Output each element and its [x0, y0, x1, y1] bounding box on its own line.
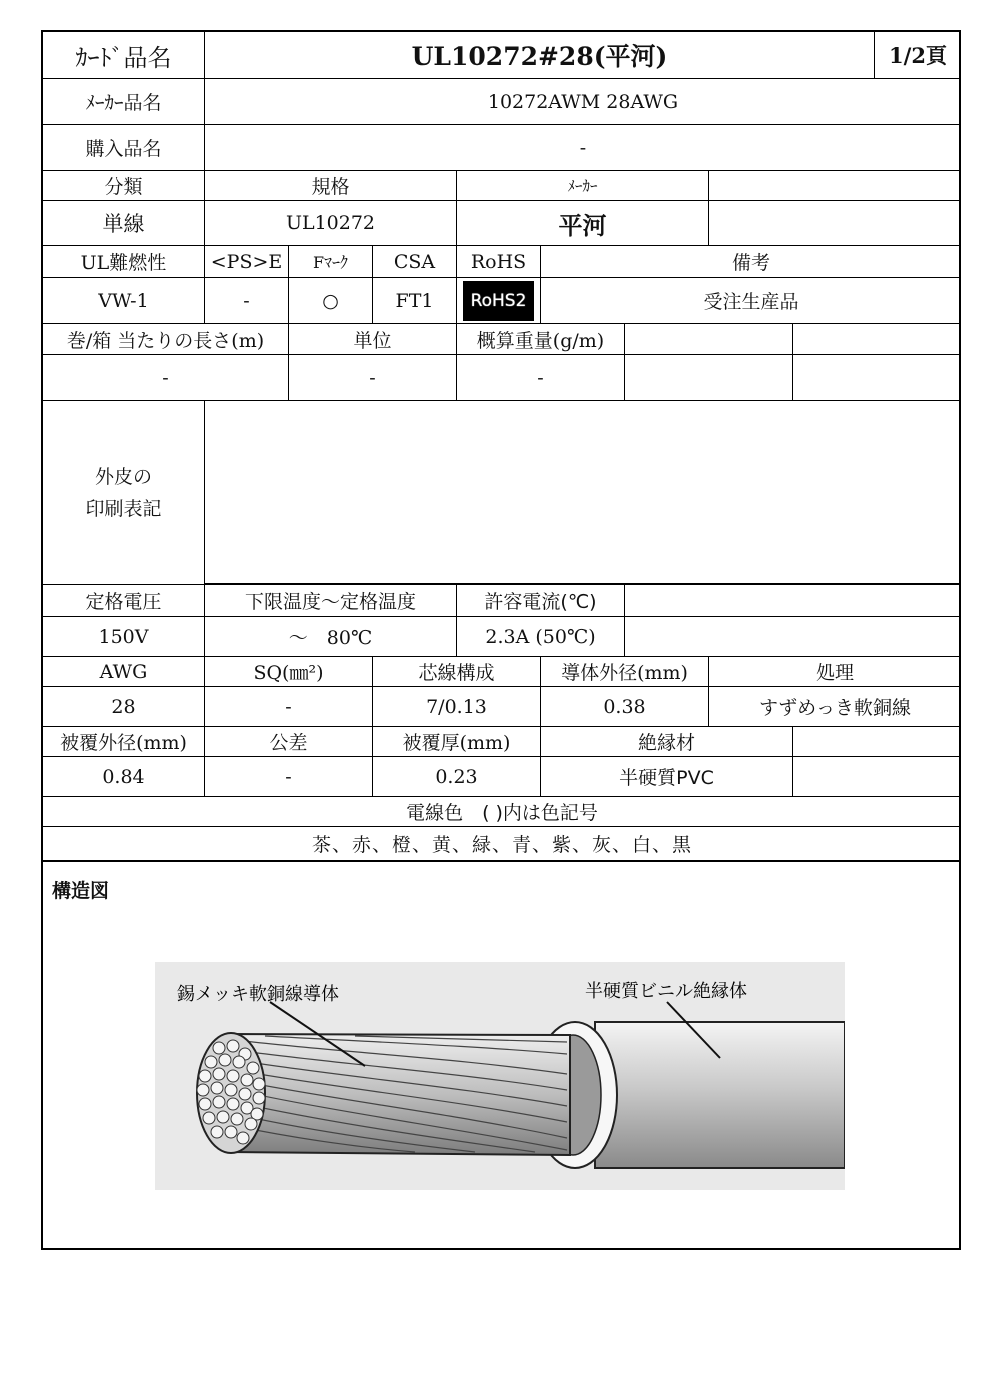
maker-name-value-text: 10272AWM 28AWG: [487, 90, 679, 113]
structure-diagram-title: 構造図: [52, 880, 110, 902]
bunrui-value: [43, 201, 205, 246]
material-label-text: 絶縁材: [637, 732, 695, 754]
unit-value: [289, 355, 457, 401]
current-label-text: 許容電流(℃): [484, 591, 597, 613]
wire-color-value: [43, 827, 961, 862]
conductor-od-value-text: 0.38: [603, 695, 646, 718]
thickness-value-text: 0.23: [435, 765, 478, 788]
pse-value-text: -: [243, 289, 250, 312]
strand-value-text: 7/0.13: [426, 695, 487, 718]
material-value: [541, 757, 793, 797]
page-indicator-text: 1/2頁: [889, 43, 947, 68]
sq-label-text: SQ(㎜²): [253, 662, 324, 684]
pse-label: [205, 246, 289, 278]
thickness-label-text: 被覆厚(mm): [402, 732, 511, 754]
ul-flame-label-text: UL難燃性: [80, 252, 167, 274]
pse-value: [205, 278, 289, 324]
unit-label-text: 単位: [353, 329, 392, 352]
ratings-blank-value: [625, 617, 961, 657]
bunrui-label-text: 分類: [104, 176, 143, 198]
length-label: [43, 324, 289, 355]
weight-label-text: 概算重量(g/m): [476, 329, 605, 352]
biko-label: [541, 246, 961, 278]
kikaku-label: [205, 171, 457, 201]
biko-value: [541, 278, 961, 324]
packaging-blank-1: [625, 324, 793, 355]
marking-label-line1: 外皮の: [94, 465, 152, 488]
voltage-value-text: 150V: [98, 625, 149, 648]
ratings-blank-header: [625, 585, 961, 617]
purchase-name-value: [205, 125, 961, 171]
card-name: [205, 32, 875, 79]
pse-label-text: <PS>E: [210, 250, 283, 273]
tolerance-value-text: -: [285, 765, 292, 788]
length-value: [43, 355, 289, 401]
sq-value-text: -: [285, 695, 292, 718]
purchase-name-label-text: 購入品名: [85, 138, 162, 160]
csa-value-text: FT1: [395, 289, 434, 312]
maker-value-text: 平河: [558, 210, 607, 240]
classification-blank-header: [709, 171, 961, 201]
rohs-value: [457, 278, 541, 324]
csa-label-text: CSA: [393, 250, 436, 273]
treatment-label: [709, 657, 961, 687]
packaging-blank-3: [625, 355, 793, 401]
conductor-callout-label: 錫メッキ軟銅線導体: [177, 984, 339, 1005]
awg-value-text: 28: [111, 695, 136, 718]
bunrui-value-text: 単線: [102, 212, 145, 236]
biko-label-text: 備考: [731, 252, 770, 274]
weight-value-text: -: [537, 366, 544, 389]
marking-value: [205, 401, 961, 585]
tolerance-label: [205, 727, 373, 757]
conductor-od-label-text: 導体外径(mm): [561, 662, 688, 684]
insulation-jacket: [595, 1022, 845, 1168]
wire-color-label: [43, 797, 961, 827]
thickness-value: [373, 757, 541, 797]
unit-value-text: -: [369, 366, 376, 389]
cable-structure-illustration: [155, 962, 845, 1190]
tolerance-label-text: 公差: [269, 732, 308, 754]
strand-label-text: 芯線構成: [418, 662, 495, 684]
biko-value-text: 受注生産品: [703, 291, 799, 313]
voltage-label-text: 定格電圧: [85, 591, 162, 613]
awg-label: [43, 657, 205, 687]
bunrui-label: [43, 171, 205, 201]
purchase-name-label: [43, 125, 205, 171]
current-value: [457, 617, 625, 657]
voltage-label: [43, 585, 205, 617]
current-value-text: 2.3A (50℃): [485, 625, 596, 648]
maker-name-value: [205, 79, 961, 125]
weight-value: [457, 355, 625, 401]
maker-value: [457, 201, 709, 246]
marking-label: [43, 401, 205, 585]
card-name-label-text: ｶｰﾄﾞ品名: [75, 43, 172, 72]
tolerance-value: [205, 757, 373, 797]
sq-label: [205, 657, 373, 687]
packaging-blank-4: [793, 355, 961, 401]
fmark-label-text: Fﾏｰｸ: [312, 253, 349, 272]
treatment-value: [709, 687, 961, 727]
page-indicator: [875, 32, 961, 79]
thickness-label: [373, 727, 541, 757]
packaging-blank-2: [793, 324, 961, 355]
length-value-text: -: [162, 366, 169, 389]
marking-label-line2: 印刷表記: [85, 497, 162, 520]
temp-value: [205, 617, 457, 657]
insulation-od-label-text: 被覆外径(mm): [60, 732, 187, 754]
kikaku-label-text: 規格: [311, 176, 350, 198]
ul-flame-value: [43, 278, 205, 324]
voltage-value: [43, 617, 205, 657]
temp-value-text: ～ 80℃: [288, 627, 373, 649]
purchase-name-value-text: -: [579, 136, 587, 159]
conductor-od-label: [541, 657, 709, 687]
awg-label-text: AWG: [99, 660, 148, 683]
treatment-value-text: すずめっき軟銅線: [758, 697, 911, 719]
unit-label: [289, 324, 457, 355]
maker-name-label-text: ﾒｰｶｰ品名: [85, 92, 162, 114]
current-label: [457, 585, 625, 617]
kikaku-value: [205, 201, 457, 246]
weight-label: [457, 324, 625, 355]
sq-value: [205, 687, 373, 727]
insulation-blank-value: [793, 757, 961, 797]
rohs2-badge: RoHS2: [463, 281, 535, 321]
classification-blank-value: [709, 201, 961, 246]
insulation-callout-label: 半硬質ビニル絶縁体: [585, 981, 747, 1002]
csa-value: [373, 278, 457, 324]
ul-flame-value-text: VW-1: [98, 289, 149, 312]
strand-label: [373, 657, 541, 687]
length-label-text: 巻/箱 当たりの長さ(m): [66, 329, 265, 352]
temp-label-text: 下限温度～定格温度: [244, 591, 416, 613]
card-name-label: [43, 32, 205, 79]
insulation-blank-header: [793, 727, 961, 757]
structure-diagram-section: [43, 862, 959, 1248]
material-value-text: 半硬質PVC: [619, 767, 714, 789]
wire-color-label-text: 電線色 ( )内は色記号: [406, 802, 598, 824]
fmark-label: [289, 246, 373, 278]
kikaku-value-text: UL10272: [285, 212, 376, 234]
wire-color-value-text: 茶、赤、橙、黄、緑、青、紫、灰、白、黒: [311, 834, 692, 856]
insulation-od-value: [43, 757, 205, 797]
material-label: [541, 727, 793, 757]
fmark-value: [289, 278, 373, 324]
ul-flame-label: [43, 246, 205, 278]
maker-label-text: ﾒｰｶｰ: [567, 177, 598, 195]
fmark-value-text: ○: [322, 289, 339, 312]
temp-label: [205, 585, 457, 617]
insulation-od-label: [43, 727, 205, 757]
strand-value: [373, 687, 541, 727]
maker-label: [457, 171, 709, 201]
rohs-label: [457, 246, 541, 278]
csa-label: [373, 246, 457, 278]
insulation-od-value-text: 0.84: [102, 765, 145, 788]
awg-value: [43, 687, 205, 727]
treatment-label-text: 処理: [815, 662, 854, 684]
conductor-od-value: [541, 687, 709, 727]
maker-name-label: [43, 79, 205, 125]
card-name-text: UL10272#28(平河): [411, 42, 668, 71]
rohs-label-text: RoHS: [470, 250, 527, 273]
spec-card: [41, 30, 961, 1250]
